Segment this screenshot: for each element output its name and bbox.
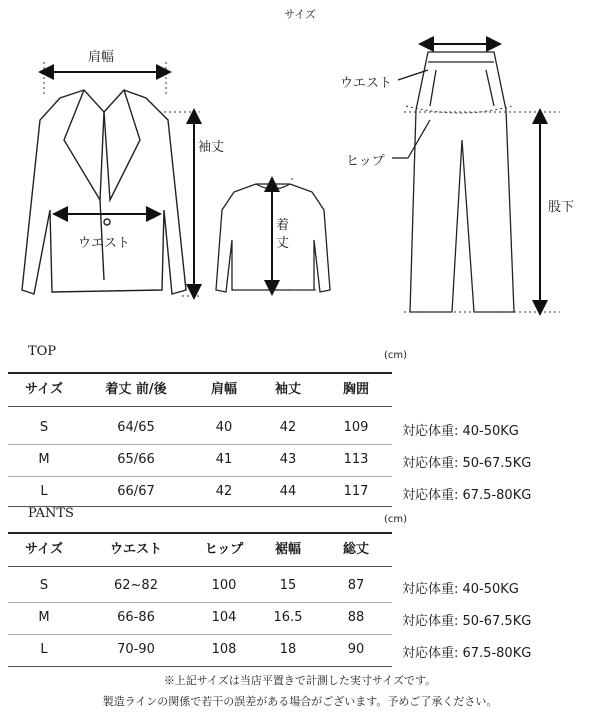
- top-header-cell: 袖丈: [274, 382, 301, 397]
- pants-header-cell: サイズ: [25, 542, 63, 557]
- size-cell: S: [39, 578, 49, 593]
- pants-header-cell: ウエスト: [109, 542, 162, 557]
- chest-cell: 109: [343, 420, 369, 435]
- size-cell: L: [40, 484, 48, 499]
- table-row: [8, 636, 392, 664]
- hip-cell: 104: [211, 610, 237, 625]
- row-divider: [8, 602, 392, 603]
- pants-header-row: [8, 536, 392, 564]
- length-cell: 65/66: [117, 452, 155, 467]
- size-cell: S: [39, 420, 49, 435]
- sleeve-length-label: 袖丈: [198, 140, 225, 155]
- row-divider: [8, 634, 392, 635]
- length-label-1: 着: [276, 218, 290, 233]
- weight-note: 対応体重: 40-50KG: [402, 582, 519, 597]
- jacket-illustration: [22, 90, 186, 294]
- table-row: [8, 446, 392, 474]
- pants-unit: (cm): [384, 514, 408, 525]
- inseam-label: 股下: [548, 200, 575, 215]
- shoulder-cell: 41: [215, 452, 233, 467]
- pants-waist-label: ウエスト: [340, 76, 393, 91]
- row-divider: [8, 476, 392, 477]
- page-title: サイズ: [283, 8, 317, 21]
- top-unit: (cm): [384, 350, 408, 361]
- waist-cell: 62~82: [114, 578, 158, 593]
- sleeve-cell: 44: [279, 484, 297, 499]
- hem-width-cell: 16.5: [273, 610, 303, 625]
- pants-header-rule: [8, 566, 392, 567]
- top-header-cell: 胸囲: [342, 382, 369, 397]
- top-header-cell: サイズ: [25, 382, 63, 397]
- shoulder-cell: 42: [215, 484, 233, 499]
- sleeve-cell: 42: [279, 420, 297, 435]
- row-divider: [8, 444, 392, 445]
- total-length-cell: 90: [347, 642, 365, 657]
- hem-width-cell: 18: [279, 642, 297, 657]
- top-table-rule: [8, 372, 392, 374]
- sleeve-cell: 43: [279, 452, 297, 467]
- total-length-cell: 88: [347, 610, 365, 625]
- top-header-cell: 着丈 前/後: [105, 382, 167, 397]
- pants-header-cell: 総丈: [342, 542, 369, 557]
- weight-note: 対応体重: 50-67.5KG: [402, 614, 532, 629]
- weight-note: 対応体重: 67.5-80KG: [402, 646, 532, 661]
- table-row: [8, 572, 392, 600]
- hip-cell: 100: [211, 578, 237, 593]
- table-row: [8, 414, 392, 442]
- pants-table-bottom-rule: [8, 666, 392, 667]
- size-cell: M: [38, 452, 50, 467]
- pants-illustration: [410, 52, 514, 312]
- length-cell: 64/65: [117, 420, 155, 435]
- shoulder-cell: 40: [215, 420, 233, 435]
- pants-section-title: PANTS: [28, 506, 74, 521]
- waist-cell: 70-90: [117, 642, 155, 657]
- weight-note: 対応体重: 67.5-80KG: [402, 488, 532, 503]
- total-length-cell: 87: [347, 578, 365, 593]
- chest-cell: 113: [343, 452, 369, 467]
- waist-cell: 66-86: [117, 610, 155, 625]
- chest-cell: 117: [343, 484, 369, 499]
- hip-label: ヒップ: [346, 154, 385, 169]
- length-cell: 66/67: [117, 484, 155, 499]
- table-row: [8, 604, 392, 632]
- size-cell: M: [38, 610, 50, 625]
- pants-header-cell: 裾幅: [274, 542, 301, 557]
- hip-cell: 108: [211, 642, 237, 657]
- weight-note: 対応体重: 50-67.5KG: [402, 456, 532, 471]
- size-cell: L: [40, 642, 48, 657]
- top-header-cell: 肩幅: [210, 382, 237, 397]
- weight-note: 対応体重: 40-50KG: [402, 424, 519, 439]
- pants-header-cell: ヒップ: [204, 542, 244, 557]
- top-header-row: [8, 376, 392, 404]
- table-row: [8, 478, 392, 506]
- top-header-rule: [8, 406, 392, 407]
- pants-table-rule: [8, 532, 392, 534]
- length-label-2: 丈: [276, 236, 290, 251]
- footnote-1: ※上記サイズは当店平置きで計測した実寸サイズです。: [163, 674, 437, 687]
- jacket-waist-label: ウエスト: [78, 236, 131, 251]
- top-section-title: TOP: [28, 344, 57, 359]
- footnote-2: 製造ラインの関係で若干の誤差がある場合がございます。予めご了承ください。: [102, 695, 498, 708]
- hem-width-cell: 15: [279, 578, 297, 593]
- shoulder-width-label: 肩幅: [88, 50, 115, 65]
